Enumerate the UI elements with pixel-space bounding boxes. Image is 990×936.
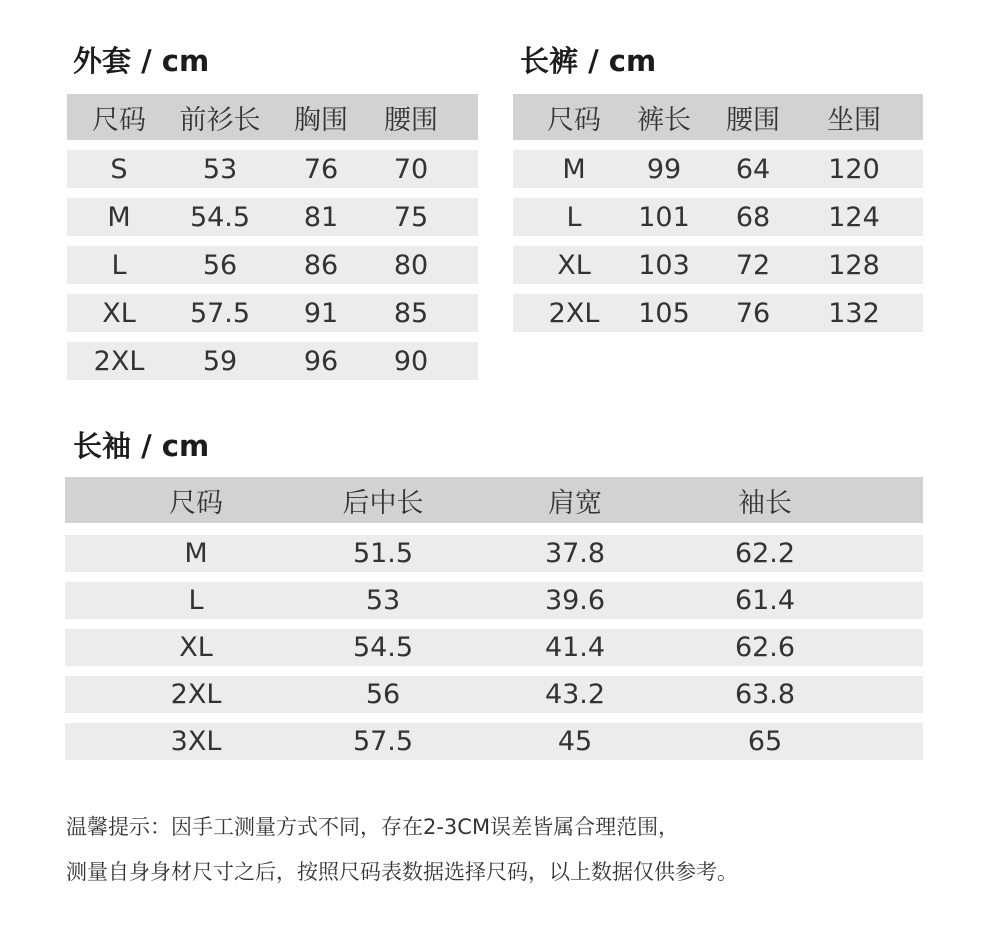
jacket-table-cell: 75 bbox=[393, 201, 429, 233]
jacket-table-cell: 2XL bbox=[93, 345, 145, 377]
jacket-title: 外套 / cm bbox=[73, 44, 210, 78]
jacket-table-cell: 80 bbox=[393, 249, 429, 281]
sleeve-table-cell: 45 bbox=[557, 726, 593, 757]
jacket-table-cell: 70 bbox=[393, 153, 429, 185]
jacket-table-cell: 56 bbox=[202, 249, 238, 281]
sleeve-table-cell: 62.2 bbox=[734, 538, 796, 569]
sleeve-table-row bbox=[65, 582, 923, 619]
footer-note-line-2: 测量自身身材尺寸之后，按照尺码表数据选择尺码，以上数据仅供参考。 bbox=[66, 860, 738, 884]
sleeve-table-cell: 2XL bbox=[170, 679, 222, 710]
sleeve-table-row bbox=[65, 535, 923, 572]
pants-table-cell: 132 bbox=[828, 297, 880, 329]
sleeve-column-header: 尺码 bbox=[169, 487, 223, 519]
sleeve-table-row bbox=[65, 723, 923, 760]
sleeve-table-cell: 53 bbox=[365, 585, 401, 616]
pants-table-cell: 124 bbox=[828, 201, 880, 233]
jacket-table-cell: 90 bbox=[393, 345, 429, 377]
pants-table-cell: 68 bbox=[735, 201, 771, 233]
sleeve-table-cell: 56 bbox=[365, 679, 401, 710]
pants-table-row bbox=[513, 198, 923, 236]
pants-table-cell: 64 bbox=[735, 153, 771, 185]
sleeve-table-row bbox=[65, 676, 923, 713]
pants-table-cell: 128 bbox=[828, 249, 880, 281]
pants-table-cell: 76 bbox=[735, 297, 771, 329]
pants-table-cell: 99 bbox=[646, 153, 682, 185]
sleeve-table-cell: 54.5 bbox=[352, 632, 414, 663]
sleeve-table-cell: 3XL bbox=[170, 726, 222, 757]
footer-note-line-1: 温馨提示：因手工测量方式不同，存在2-3CM误差皆属合理范围， bbox=[66, 815, 680, 839]
pants-title: 长裤 / cm bbox=[520, 44, 657, 78]
pants-table-row bbox=[513, 150, 923, 188]
jacket-table-cell: L bbox=[111, 249, 127, 281]
sleeve-table-cell: 65 bbox=[747, 726, 783, 757]
jacket-table-cell: 57.5 bbox=[189, 297, 251, 329]
pants-table-cell: M bbox=[562, 153, 586, 185]
jacket-table-row bbox=[67, 150, 478, 188]
jacket-table-row bbox=[67, 342, 478, 380]
pants-table-cell: 2XL bbox=[548, 297, 600, 329]
jacket-table-cell: 54.5 bbox=[189, 201, 251, 233]
pants-column-header: 腰围 bbox=[726, 104, 780, 136]
pants-column-header: 尺码 bbox=[547, 104, 601, 136]
jacket-table-row bbox=[67, 246, 478, 284]
sleeve-table-cell: 37.8 bbox=[544, 538, 606, 569]
pants-table-cell: 72 bbox=[735, 249, 771, 281]
pants-table-cell: L bbox=[566, 201, 582, 233]
jacket-table-cell: S bbox=[110, 153, 128, 185]
sleeve-table-cell: XL bbox=[179, 632, 213, 663]
sleeve-title: 长袖 / cm bbox=[73, 429, 210, 463]
pants-table-cell: 103 bbox=[638, 249, 690, 281]
sleeve-column-header: 后中长 bbox=[342, 487, 424, 519]
jacket-table-row bbox=[67, 198, 478, 236]
jacket-column-header: 尺码 bbox=[92, 104, 146, 136]
jacket-column-header: 胸围 bbox=[294, 104, 348, 136]
sleeve-table-cell: 43.2 bbox=[544, 679, 606, 710]
sleeve-table-cell: 62.6 bbox=[734, 632, 796, 663]
jacket-column-header: 前衫长 bbox=[179, 104, 261, 136]
pants-column-header: 裤长 bbox=[637, 104, 691, 136]
sleeve-table-cell: 51.5 bbox=[352, 538, 414, 569]
sleeve-table-row bbox=[65, 629, 923, 666]
sleeve-header-row bbox=[65, 477, 923, 523]
jacket-table-cell: 81 bbox=[303, 201, 339, 233]
pants-table-cell: 105 bbox=[638, 297, 690, 329]
jacket-table-row bbox=[67, 294, 478, 332]
sleeve-table-cell: 61.4 bbox=[734, 585, 796, 616]
sleeve-table-cell: 63.8 bbox=[734, 679, 796, 710]
jacket-table-cell: 59 bbox=[202, 345, 238, 377]
jacket-table-cell: 91 bbox=[303, 297, 339, 329]
sleeve-table-cell: L bbox=[188, 585, 204, 616]
sleeve-column-header: 袖长 bbox=[738, 487, 792, 519]
sleeve-table-cell: 39.6 bbox=[544, 585, 606, 616]
jacket-header-row bbox=[67, 94, 478, 140]
jacket-table-cell: XL bbox=[102, 297, 136, 329]
sleeve-column-header: 肩宽 bbox=[548, 487, 602, 519]
pants-header-row bbox=[513, 94, 923, 140]
pants-table-row bbox=[513, 246, 923, 284]
pants-table-cell: XL bbox=[557, 249, 591, 281]
pants-table-cell: 101 bbox=[638, 201, 690, 233]
jacket-table-cell: 76 bbox=[303, 153, 339, 185]
jacket-table-cell: M bbox=[107, 201, 131, 233]
jacket-column-header: 腰围 bbox=[384, 104, 438, 136]
jacket-table-cell: 86 bbox=[303, 249, 339, 281]
pants-column-header: 坐围 bbox=[827, 104, 881, 136]
jacket-table-cell: 96 bbox=[303, 345, 339, 377]
pants-table-cell: 120 bbox=[828, 153, 880, 185]
sleeve-table-cell: M bbox=[184, 538, 208, 569]
sleeve-table-cell: 41.4 bbox=[544, 632, 606, 663]
sleeve-table-cell: 57.5 bbox=[352, 726, 414, 757]
jacket-table-cell: 53 bbox=[202, 153, 238, 185]
jacket-table-cell: 85 bbox=[393, 297, 429, 329]
pants-table-row bbox=[513, 294, 923, 332]
